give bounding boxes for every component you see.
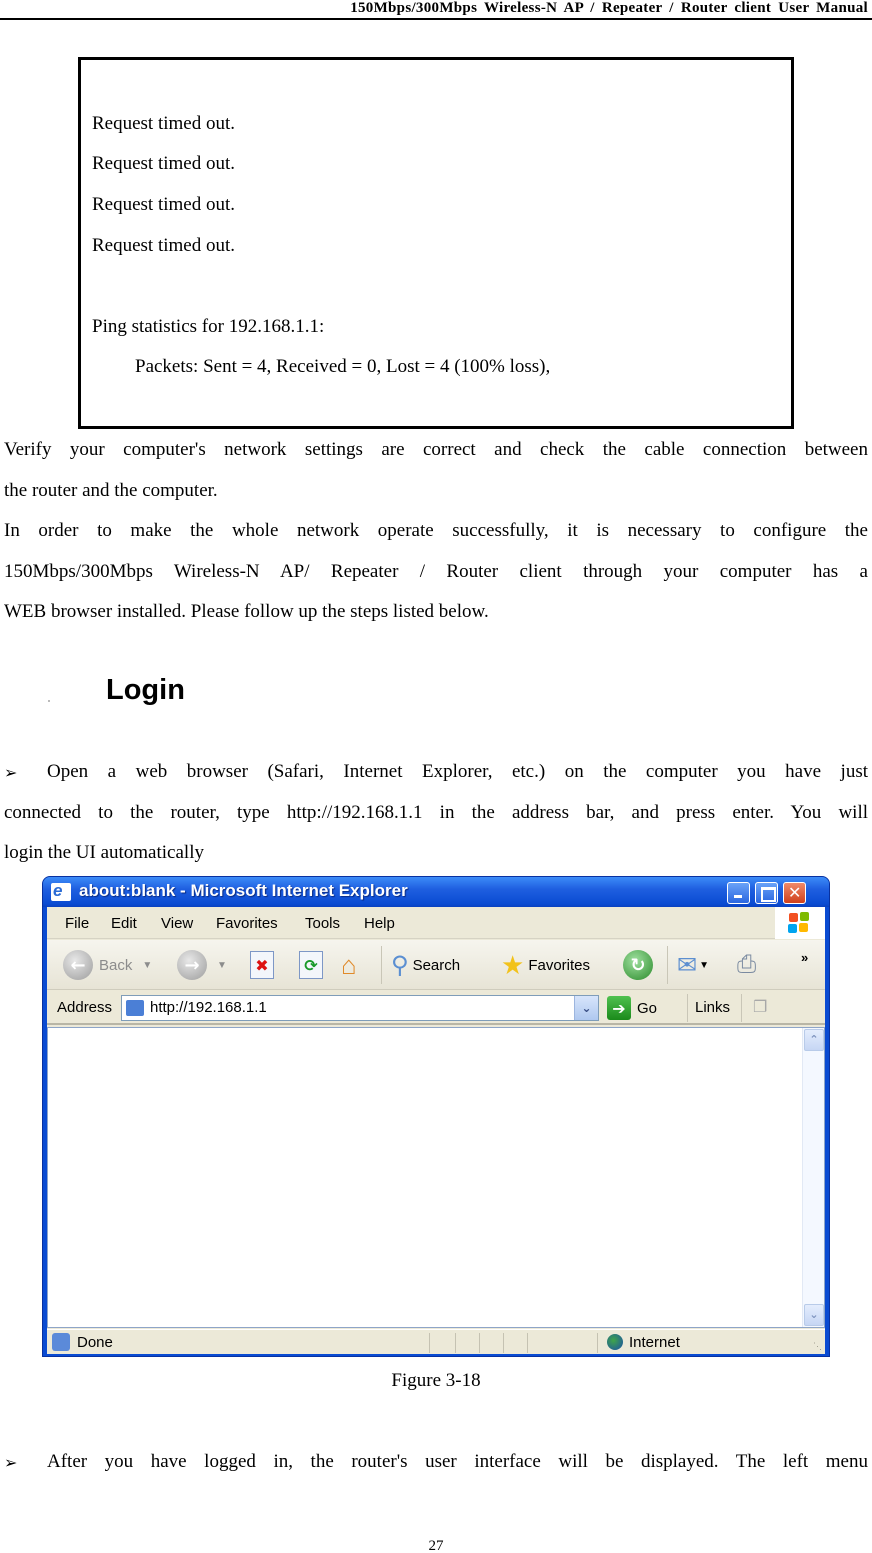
paragraph-line: WEB browser installed. Please follow up the steps listed below. [4,601,489,622]
bullet-text: Open a web browser (Safari, Internet Explorer, etc.) on the computer you have just [47,761,868,782]
go-button[interactable]: ➔ Go [607,996,657,1020]
address-value: http://192.168.1.1 [150,999,267,1016]
mail-icon: ✉ [677,951,698,979]
dropdown-arrow-icon: ▼ [217,959,227,971]
status-separator [455,1333,456,1353]
bullet-arrow-icon: ➢ [4,765,18,782]
paragraph-line: Verify your computer's network settings are correct and check the cable connection between [4,439,868,460]
bullet-text: After you have logged in, the router's user interface will be displayed. The left menu [47,1451,868,1472]
paragraph-line: the router and the computer. [4,480,218,501]
dropdown-arrow-icon: ▼ [699,959,710,971]
home-icon: ⌂ [341,949,357,980]
home-button[interactable] [341,950,357,980]
minimize-button[interactable] [727,882,750,904]
ping-stats-title: Ping statistics for 192.168.1.1: [92,316,325,337]
console-line: Request timed out. [92,113,236,134]
security-zone: Internet [629,1334,680,1351]
manual-title: 150Mbps/300Mbps Wireless-N AP / Repeater / Router client User Manual [350,0,868,16]
bullet-text: login the UI automatically [4,842,204,863]
printer-icon: ⎙ [737,951,757,978]
address-label: Address [57,999,113,1016]
menu-bar [47,907,825,939]
favorites-button[interactable]: ★ Favorites [501,949,590,980]
page-done-icon [52,1333,70,1351]
menu-help[interactable]: Help [364,915,395,932]
menu-edit[interactable]: Edit [111,915,137,932]
refresh-button[interactable] [299,950,323,980]
browser-client-area [47,907,825,1352]
address-bar [47,991,825,1025]
back-arrow-icon: ← [63,950,93,980]
status-separator [479,1333,480,1353]
back-button[interactable]: ← Back ▼ [63,950,152,980]
links-page-icon[interactable]: ❐ [753,999,768,1016]
stop-button[interactable] [250,950,274,980]
paragraph-line: 150Mbps/300Mbps Wireless-N AP/ Repeater / Router client through your computer has a [4,561,868,582]
status-separator [597,1333,598,1353]
browser-titlebar [43,877,829,907]
print-button[interactable] [737,950,756,980]
menu-view[interactable]: View [161,915,194,932]
search-button[interactable]: ⚲ Search [391,951,461,979]
bullet-text: connected to the router, type http://192.168.1.1 in the address bar, and press enter. You will [4,802,868,823]
ie-logo-icon: e [51,883,71,901]
go-arrow-icon: ➔ [607,996,631,1020]
browser-window-screenshot [42,876,830,1357]
refresh-icon: ⟳ [299,951,323,979]
heading-number-marker [48,700,50,702]
paragraph-line: In order to make the whole network operate successfully, it is necessary to configure the [4,520,868,541]
windows-logo-icon [775,907,825,939]
standard-toolbar [47,940,825,990]
toolbar-separator [687,994,688,1022]
page-number: 27 [428,1538,444,1553]
status-separator [429,1333,430,1353]
history-icon: ↻ [623,950,653,980]
console-line: Request timed out. [92,153,236,174]
status-text: Done [77,1334,113,1351]
globe-icon [607,1334,623,1350]
scroll-up-button[interactable]: ⌃ [804,1029,824,1051]
figure-caption: Figure 3-18 [391,1370,481,1391]
menu-tools[interactable]: Tools [305,915,341,932]
toolbar-separator [667,946,668,984]
vertical-scrollbar[interactable] [802,1028,824,1327]
close-button[interactable] [783,882,806,904]
status-separator [527,1333,528,1353]
page-content-area[interactable] [47,1027,825,1328]
forward-arrow-icon: → [177,950,207,980]
toolbar-separator [741,994,742,1022]
browser-title: about:blank - Microsoft Internet Explorer [79,881,408,900]
forward-button[interactable] [177,950,227,980]
dropdown-arrow-icon: ▼ [142,959,153,971]
page-icon [126,1000,144,1016]
ping-output-box [78,57,794,429]
menu-favorites[interactable]: Favorites [216,915,278,932]
maximize-button[interactable] [755,882,778,904]
page-header [0,0,872,20]
ping-stats-detail: Packets: Sent = 4, Received = 0, Lost = 4 (100% loss), [135,356,551,377]
bullet-arrow-icon: ➢ [4,1455,18,1472]
resize-grip-icon[interactable]: ⋱ [813,1341,822,1351]
toolbar-overflow-chevron-icon[interactable]: » [801,949,809,965]
star-icon: ★ [501,949,525,980]
address-input[interactable] [121,995,599,1021]
address-dropdown-chevron-icon[interactable]: ⌄ [574,996,598,1020]
status-separator [503,1333,504,1353]
links-button[interactable]: Links [695,999,731,1016]
search-icon: ⚲ [391,951,409,979]
status-bar [47,1329,825,1354]
console-line: Request timed out. [92,235,236,256]
toolbar-separator [381,946,382,984]
history-button[interactable] [623,950,653,980]
mail-button[interactable] [677,950,709,980]
menu-file[interactable]: File [65,915,90,932]
section-heading: Login [106,674,185,706]
console-line: Request timed out. [92,194,236,215]
stop-icon: ✖ [250,951,274,979]
scroll-down-button[interactable]: ⌄ [804,1304,824,1326]
